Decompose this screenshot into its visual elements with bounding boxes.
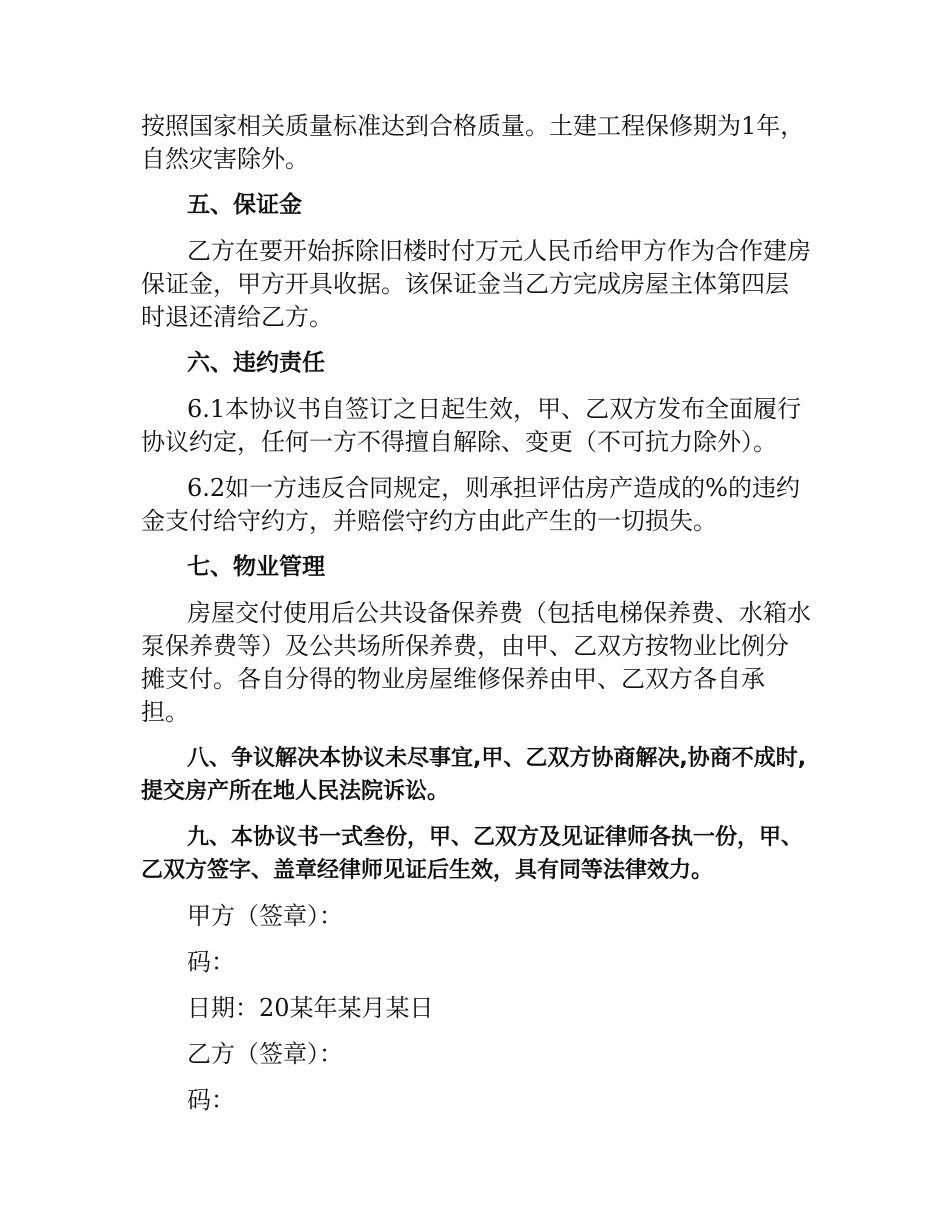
section-6-title: 六、违约责任 (187, 350, 325, 376)
section-5-title: 五、保证金 (187, 192, 302, 218)
section-7-title: 七、物业管理 (187, 554, 325, 580)
section-9-text: 九、本协议书一式叁份，甲、乙双方及见证律师各执一份，甲、乙双方签字、盖章经律师见证后生效，具有同等法律效力。 (141, 825, 804, 883)
party-b-code: 码： (187, 1086, 235, 1114)
document-body (141, 110, 811, 1130)
section-6-clause-2: 6.2如一方违反合同规定，则承担评估房产造成的%的违约金支付给守约方，并赔偿守约方由此产生的一切损失。 (141, 474, 800, 535)
section-5-body: 乙方在要开始拆除旧楼时付万元人民币给甲方作为合作建房保证金，甲方开具收据。该保证金当乙方完成房屋主体第四层时退还清给乙方。 (141, 237, 811, 331)
section-6-clause-1: 6.1本协议书自签订之日起生效，甲、乙双方发布全面履行协议约定，任何一方不得擅自解除、变更（不可抗力除外）。 (141, 395, 802, 456)
section-7-body: 房屋交付使用后公共设备保养费（包括电梯保养费、水箱水泵保养费等）及公共场所保养费，由甲、乙双方按物业比例分摊支付。各自分得的物业房屋维修保养由甲、乙双方各自承担。 (141, 599, 811, 726)
signature-date: 日期：20某年某月某日 (187, 994, 434, 1022)
party-b-signature: 乙方（签章）： (187, 1040, 343, 1068)
continued-paragraph: 按照国家相关质量标准达到合格质量。土建工程保修期为1年，自然灾害除外。 (141, 112, 805, 173)
section-8-text: 八、争议解决本协议未尽事宜,甲、乙双方协商解决,协商不成时,提交房产所在地人民法院诉讼。 (141, 746, 807, 804)
party-a-code: 码： (187, 948, 235, 976)
party-a-signature: 甲方（签章）： (187, 902, 343, 930)
